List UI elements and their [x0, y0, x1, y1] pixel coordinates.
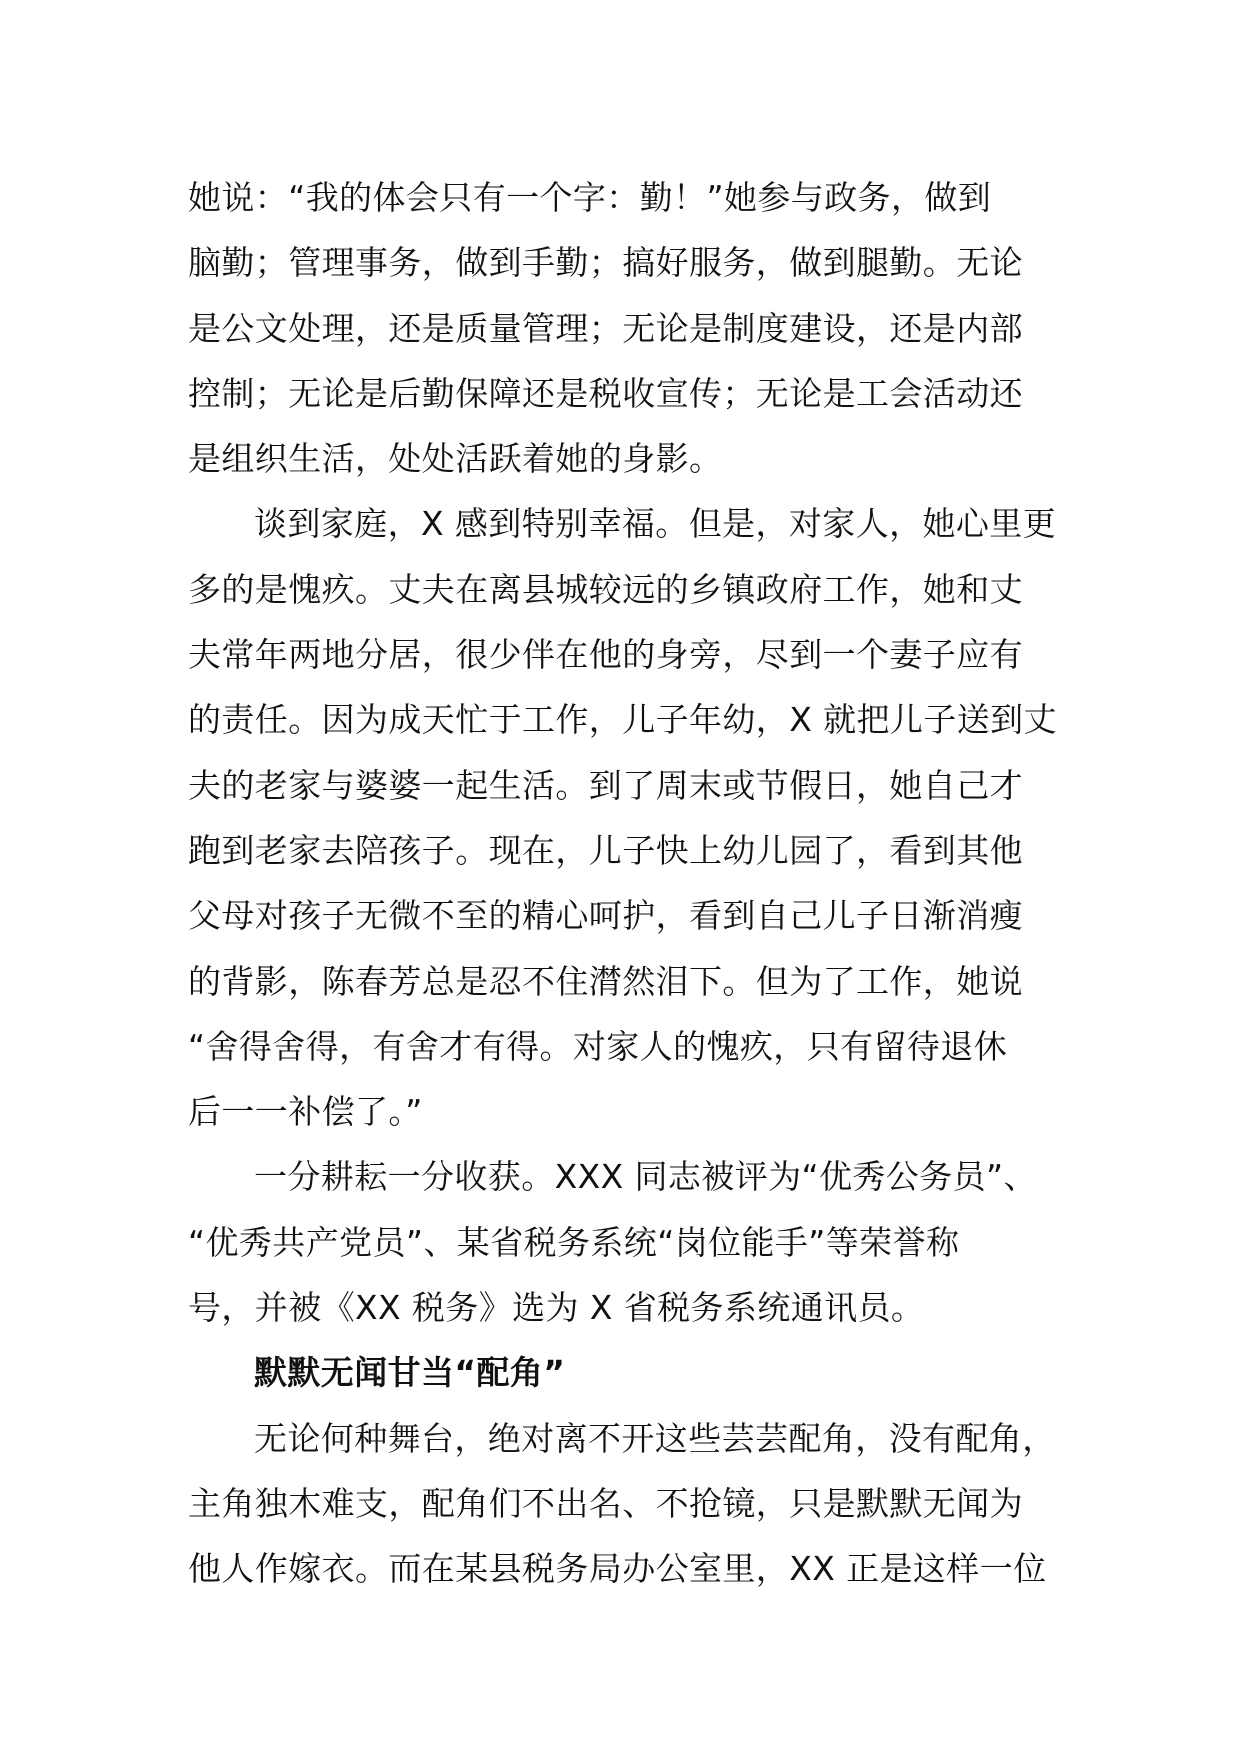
text-line: 的责任。因为成天忙于工作，儿子年幼，X 就把儿子送到丈	[188, 700, 1057, 740]
text-line: 夫常年两地分居，很少伴在他的身旁，尽到一个妻子应有	[188, 635, 1023, 675]
section-heading: 默默无闻甘当“配角”	[254, 1353, 566, 1393]
text-line: 她说：“我的体会只有一个字：勤！”她参与政务，做到	[188, 178, 992, 217]
text-line: 是组织生活，处处活跃着她的身影。	[188, 439, 723, 479]
text-line: 主角独木难支，配角们不出名、不抢镜，只是默默无闻为	[188, 1483, 1023, 1523]
text-line: “舍得舍得，有舍才有得。对家人的愧疚，只有留待退休	[188, 1026, 1008, 1066]
text-line: 父母对孩子无微不至的精心呵护，看到自己儿子日渐消瘦	[188, 896, 1023, 936]
text-line: 号，并被《XX 税务》选为 X 省税务系统通讯员。	[188, 1288, 925, 1328]
paragraph-start-line: 无论何种舞台，绝对离不开这些芸芸配角，没有配角，	[254, 1418, 1056, 1458]
paragraph-start-line: 一分耕耘一分收获。XXX 同志被评为“优秀公务员”、	[254, 1157, 1037, 1197]
text-line: 控制；无论是后勤保障还是税收宣传；无论是工会活动还	[188, 373, 1023, 413]
document-page	[188, 165, 1084, 1602]
text-line: 多的是愧疚。丈夫在离县城较远的乡镇政府工作，她和丈	[188, 569, 1023, 609]
text-line: 他人作嫁衣。而在某县税务局办公室里，XX 正是这样一位	[188, 1549, 1047, 1589]
text-line: 夫的老家与婆婆一起生活。到了周末或节假日，她自己才	[188, 765, 1023, 805]
text-line: 脑勤；管理事务，做到手勤；搞好服务，做到腿勤。无论	[188, 243, 1023, 283]
text-line: 是公文处理，还是质量管理；无论是制度建设，还是内部	[188, 308, 1023, 348]
text-line: 后一一补偿了。”	[188, 1092, 423, 1132]
text-line: “优秀共产党员”、某省税务系统“岗位能手”等荣誉称	[188, 1222, 960, 1262]
text-line: 的背影，陈春芳总是忍不住潸然泪下。但为了工作，她说	[188, 961, 1023, 1001]
paragraph-start-line: 谈到家庭，X 感到特别幸福。但是，对家人，她心里更	[254, 504, 1057, 544]
text-line: 跑到老家去陪孩子。现在，儿子快上幼儿园了，看到其他	[188, 830, 1023, 870]
